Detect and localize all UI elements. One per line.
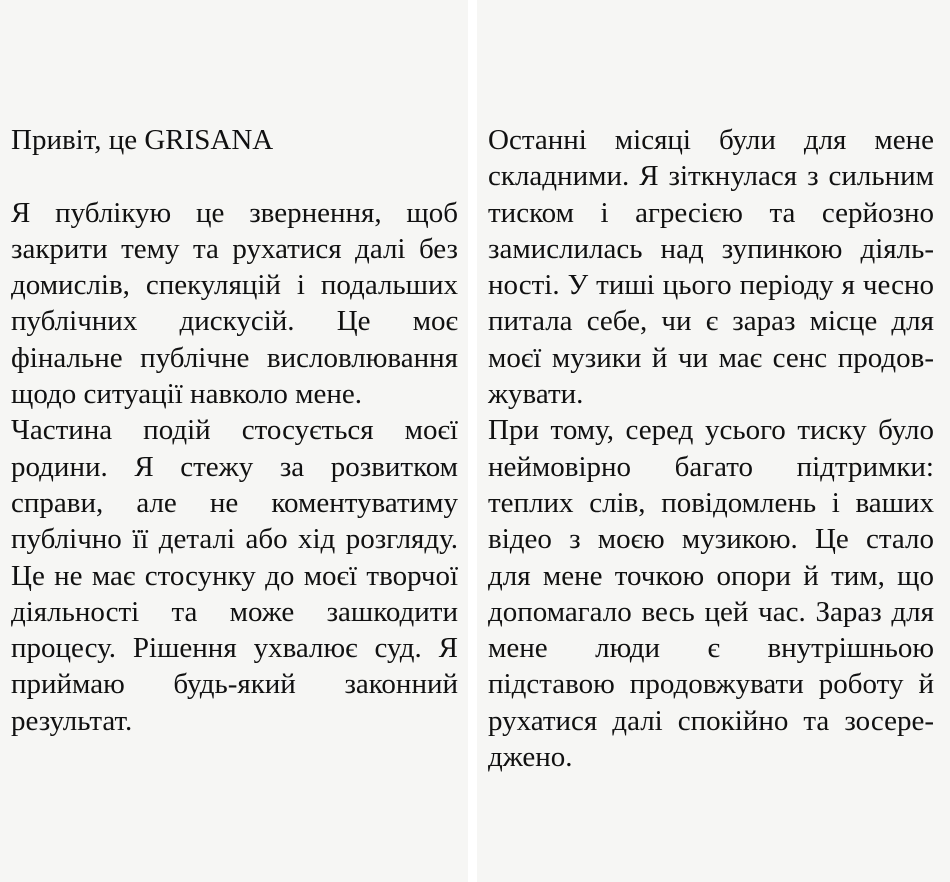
paragraph: Я публікую це звернення, щоб закрити тему та рухатися далі без домислів, спекуляцій і подальших публічних дискусій. Це моє фінальне публічне висловлювання щодо ситуації навколо мене. xyxy=(11,196,458,411)
left-page-text xyxy=(11,122,458,739)
paragraph: Частина подій стосується моєї родини. Я стежу за розвитком справи, але не коментуватиму публічно її деталі або хід розгляду. Це не має стосунку до моєї творчої діяльності та може зашкодити процесу. Рішення ухвалює суд. Я приймаю будь-який законний результат. xyxy=(11,414,458,737)
paragraph: При тому, серед усього тиску було неймовірно багато підтримки: теплих слів, повідомлень і ваших відео з моєю музикою. Це стало для мене точкою опори й тим, що допомагало весь цей час. Зараз для мене люди є внутрішньою підставою продовжувати роботу й рухатися далі спокійно та зосереджено. xyxy=(488,414,934,774)
greeting: Привіт, це GRISANA xyxy=(11,124,274,156)
right-page-text xyxy=(488,122,934,775)
paragraph: Останні місяці були для мене складними. Я зіткнулася з сильним тиском і агресією та серйозно замислилась над зупинкою діяльності. У тиші цього періоду я чесно питала себе, чи є зараз місце для моєї музики й чи має сенс продовжувати. xyxy=(488,124,934,411)
right-page xyxy=(477,0,950,882)
left-page xyxy=(0,0,468,882)
